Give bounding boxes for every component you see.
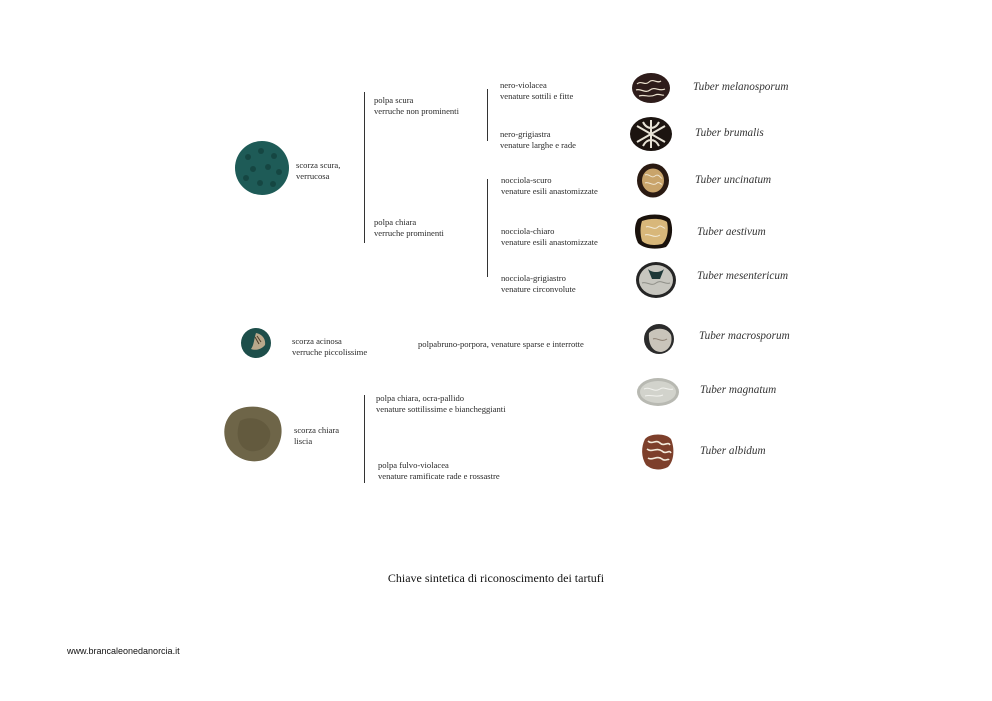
- mesentericum-section-icon: [635, 261, 677, 299]
- label-nocciola-scuro: nocciola-scuro venature esili anastomizzate: [501, 175, 598, 196]
- species-albidum: Tuber albidum: [700, 445, 766, 457]
- melanosporum-section-icon: [631, 72, 671, 104]
- albidum-section-icon: [640, 431, 676, 471]
- species-mesentericum: Tuber mesentericum: [697, 270, 789, 282]
- species-uncinatum: Tuber uncinatum: [695, 174, 772, 186]
- species-magnatum: Tuber magnatum: [700, 384, 777, 396]
- magnatum-section-icon: [636, 377, 680, 407]
- smooth-light-truffle-image: [222, 403, 284, 463]
- label-polpa-chiara: polpa chiara verruche prominenti: [374, 217, 444, 238]
- figure-caption: Chiave sintetica di riconoscimento dei tartufi: [387, 571, 605, 585]
- label-polpa-fulvo: polpa fulvo-violacea venature ramificate rade e rossastre: [378, 460, 500, 481]
- bracket-line-dark-pulp: [487, 89, 488, 141]
- species-aestivum: Tuber aestivum: [697, 226, 766, 238]
- label-scorza-scura: scorza scura, verrucosa: [296, 160, 341, 181]
- label-nero-grigiastra: nero-grigiastra venature larghe e rade: [500, 129, 576, 150]
- uncinatum-section-icon: [636, 163, 670, 198]
- brumalis-section-icon: [629, 116, 673, 152]
- label-nero-violacea: nero-violacea venature sottili e fitte: [500, 80, 574, 101]
- bracket-line-light: [364, 395, 365, 483]
- dark-warty-truffle-image: [233, 139, 291, 197]
- label-polpa-ocra: polpa chiara, ocra-pallido venature sottilissime e biancheggianti: [376, 393, 506, 414]
- macrosporum-section-icon: [643, 323, 675, 355]
- label-scorza-acinosa: scorza acinosa verruche piccolissime: [292, 336, 368, 357]
- bracket-line-dark: [364, 92, 365, 243]
- label-polpa-scura: polpa scura verruche non prominenti: [374, 95, 459, 116]
- species-macrosporum: Tuber macrosporum: [699, 330, 790, 342]
- acinosa-truffle-image: [240, 327, 272, 359]
- species-melanosporum: Tuber melanosporum: [693, 81, 789, 93]
- label-nocciola-chiaro: nocciola-chiaro venature esili anastomizzate: [501, 226, 598, 247]
- label-polpa-bruno-porpora: polpabruno-porpora, venature sparse e interrotte: [418, 339, 584, 349]
- species-brumalis: Tuber brumalis: [695, 127, 764, 139]
- website-footer: www.brancaleonedanorcia.it: [67, 646, 180, 656]
- aestivum-section-icon: [634, 213, 674, 249]
- bracket-line-light-pulp: [487, 179, 488, 277]
- label-nocciola-grigiastro: nocciola-grigiastro venature circonvolute: [501, 273, 576, 294]
- label-scorza-chiara: scorza chiara liscia: [294, 425, 340, 446]
